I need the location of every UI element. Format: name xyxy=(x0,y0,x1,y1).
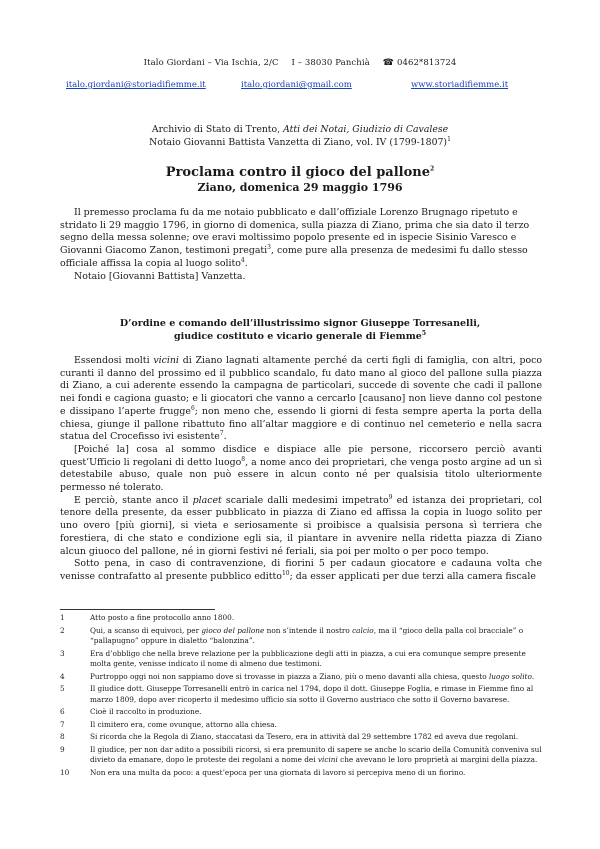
footnote: 9 Il giudice, per non dar adito a possibili ricorsi, si era premunito di sapere se anche lo scario della Comunità conveniva sul divieto da emanare, dopo le proteste dei regolani a nome dei vicini che avevano le loro proprietà ai margini della piazza. xyxy=(60,744,542,764)
footnote: 2 Qui, a scanso di equivoci, per gioco del pallone non s’intende il nostro calcio, ma il “gioco della palla col bracciale” o “pallapugno” oppure in dialetto “balonzina”. xyxy=(60,625,524,645)
footnote: 7 Il cimitero era, come ovunque, attorno alla chiesa. xyxy=(60,719,277,729)
footnote: 8 Si ricorda che la Regola di Ziano, staccatasi da Tesero, era in attività dal 29 settembre 1782 ed aveva due regolani. xyxy=(60,732,519,741)
footnote: 3 Era d’obbligo che nella breve relazione per la pubblicazione degli atti in piazza, a cui era comunque sempre presente molta gente, venisse indicato il nome di almeno due testimoni. xyxy=(60,648,526,668)
phone-number: 0462*813724 xyxy=(396,58,457,68)
document-title: Proclama contro il gioco del pallone$^2$ xyxy=(165,165,435,180)
footnote: 1 Atto posto a fine protocollo anno 1800. xyxy=(60,613,235,622)
footnote: 6 Cioè il raccolto in produzione. xyxy=(60,707,202,716)
footnote-ref[interactable]: 7 xyxy=(219,430,224,438)
proclamation-body xyxy=(60,355,542,584)
footnote-ref[interactable]: 9 xyxy=(388,493,393,501)
telephone-icon: ☎ xyxy=(382,58,394,68)
email-link-gmail[interactable]: italo.giordani@gmail.com xyxy=(241,80,352,90)
body-paragraph: Essendosi molti vicini di Ziano lagnati altamente perché da certi figli di famiglia, con altri, poco curanti il danno del prossimo ed il pubblico scandalo, fu dato mano al gioco del pallone sulla piazza di Ziano, a cui aderente essendo la campagna de particolari, succede di sovente che cadi il pallone nei fondi e cagiona guasto; e li giocatori che vanno a cercarlo [causano] non lieve danno col pestone e dissipano l’aperte frugge$^6$; non meno che, essendo li giorni di festa sempre aperta la porta della chiesa, giunge il pallone ribattuto fino all’altar maggiore e di continuo nel cemeterio e nella sacra statua del Crocefisso ivi esistente$^7$. xyxy=(60,355,543,443)
archive-line-2: Notaio Giovanni Battista Vanzetta di Ziano, vol. IV (1799-1807)$^1$ xyxy=(149,135,451,148)
section-heading: D’ordine e comando dell’illustrissimo signor Giuseppe Torresanelli, giudice costituto e vicario generale di Fiemme$^5$ xyxy=(119,318,481,342)
email-link-storiadifiemme[interactable]: italo.giordani@storiadifiemme.it xyxy=(66,80,206,90)
footnote-ref[interactable]: 4 xyxy=(240,256,245,264)
footnote-ref[interactable]: 2 xyxy=(430,165,435,173)
footnote: 10 Non era una multa da poco: a quest’epoca per una giornata di lavoro si percepiva meno di un fiorino. xyxy=(60,767,466,777)
body-paragraph: [Poiché la] cosa al sommo disdice e dispiace alle pie persone, riccorsero perciò avanti quest’Ufficio li regolani di detto luogo$^8$, a nome anco dei proprietari, che venga posto argine ad un sì detestabile abuso, quale non può essere in alcun conto né per qualsisia titolo ulteriormente permesso né tolerato. xyxy=(60,443,542,494)
footnote: 5 Il giudice dott. Giuseppe Torresanelli entrò in carica nel 1794, dopo il dott. Giuseppe Foglia, e rimase in Fiemme fino al marzo 1809, dopo aver ricoperto il medesimo ufficio sia sotto il Governo austriaco che sotto il Governo bavarese. xyxy=(60,684,534,704)
body-paragraph: Sotto pena, in caso di contravenzione, di fiorini 5 per cadaun giocatore e cadauna volta che venisse contrafatto al presente pubblico editto$^{10}$; da esser applicati per due terzi alla camera fiscale xyxy=(60,558,542,582)
author-address: Italo Giordani – Via Ischia, 2/C xyxy=(143,58,279,68)
website-link[interactable]: www.storiadifiemme.it xyxy=(411,80,509,90)
letterhead xyxy=(0,58,600,68)
footnote-ref[interactable]: 3 xyxy=(267,243,271,251)
footnote-ref[interactable]: 8 xyxy=(241,455,246,463)
intro-section xyxy=(60,207,542,283)
footnotes xyxy=(60,613,542,780)
town: Panchià xyxy=(335,58,370,68)
footnote-ref[interactable]: 10 xyxy=(281,569,290,577)
archive-reference xyxy=(0,123,600,149)
postcode: I – 38030 xyxy=(291,58,333,68)
footnote-divider xyxy=(60,609,215,610)
footnote-ref[interactable]: 6 xyxy=(190,404,195,412)
footnote-ref[interactable]: 1 xyxy=(447,135,451,143)
notary-signature: Notaio [Giovanni Battista] Vanzetta. xyxy=(74,270,246,282)
archive-line-1: Archivio di Stato di Trento, Atti dei Notai, Giudizio di Cavalese xyxy=(151,124,449,135)
intro-paragraph: Il premesso proclama fu da me notaio pubblicato e dall’offiziale Lorenzo Brugnago ripetuto e stridato li 29 maggio 1796, in giorno di domenica, sulla piazza di Ziano, prima che sia dato il terzo segno della messa solenne; ove eravi moltissimo popolo presente ed in ispecie Sisinio Varesco e Giovanni Giacomo Zanon, testimoni pregati$^3$, come pure alla presenza de medesimi fu dallo stesso officiale affissa la copia al luogo solito$^4$. xyxy=(60,207,530,269)
body-paragraph: E perciò, stante anco il placet scariale dalli medesimi impetrato$^9$ ed istanza dei proprietari, col tenore della presente, da esser pubblicato in piazza di Ziano ed affissa la copia in luogo solito per uno overo [più giorni], si vieta e seriosamente si proibisce a qualsisia persona sì terriera che forestiera, di che stato e condizione egli sia, il piantare in avvenire nella ridetta piazza di Ziano alcun giuoco del pallone, né in giorni festivi né feriali, sia poi per molto o per poco tempo. xyxy=(60,493,542,557)
document-subtitle: Ziano, domenica 29 maggio 1796 xyxy=(197,181,403,194)
footnote: 4 Purtroppo oggi noi non sappiamo dove si trovasse in piazza a Ziano, più o meno davanti alla chiesa, questo luogo solito. xyxy=(60,671,535,681)
footnote-ref[interactable]: 5 xyxy=(421,329,427,337)
